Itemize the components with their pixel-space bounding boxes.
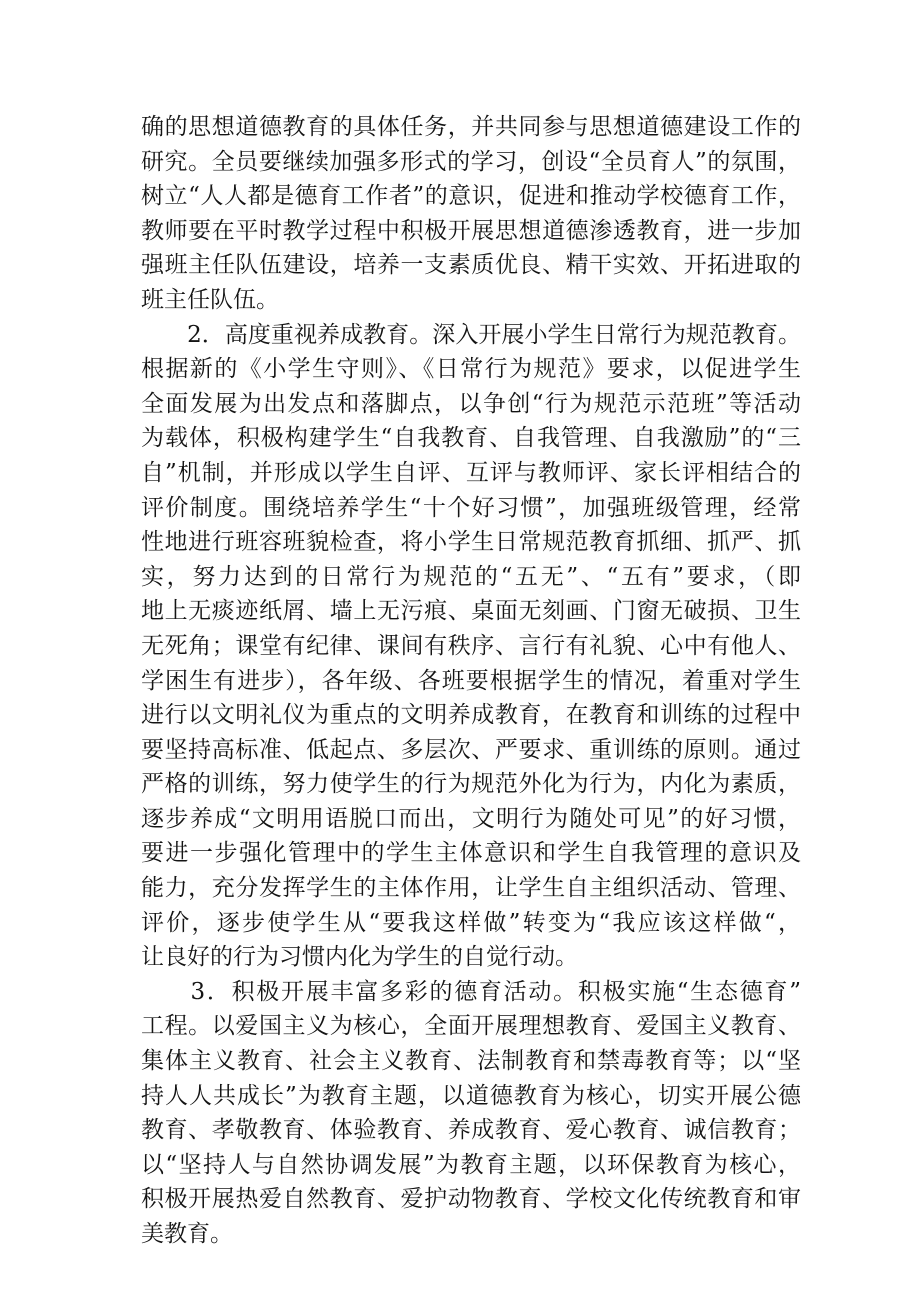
text-line: 要进一步强化管理中的学生主体意识和学生自我管理的意识及 [141,840,801,867]
text-line: 地上无痰迹纸屑、墙上无污痕、桌面无刻画、门窗无破损、卫生 [141,598,801,625]
text-line: 实，努力达到的日常行为规范的“五无”、“五有”要求，（即 [141,563,801,590]
text-line: 持人人共成长”为教育主题，以道德教育为核心，切实开展公德 [141,1082,801,1109]
text-line: 集体主义教育、社会主义教育、法制教育和禁毒教育等；以“坚 [141,1048,801,1075]
text-line: 班主任队伍。 [141,286,279,313]
text-line: 研究。全员要继续加强多形式的学习，创设“全员育人”的氛围， [141,148,801,175]
body-text [141,110,801,1252]
text-line: 3．积极开展丰富多彩的德育活动。积极实施“生态德育” [141,978,801,1005]
text-line: 美教育。 [141,1221,233,1247]
text-line: 逐步养成“文明用语脱口而出，文明行为随处可见”的好习惯， [141,805,801,832]
text-line: 要坚持高标准、低起点、多层次、严要求、重训练的原则。通过 [141,736,801,763]
text-line: 确的思想道德教育的具体任务，并共同参与思想道德建设工作的 [141,114,801,140]
text-line: 以“坚持人与自然协调发展”为教育主题，以环保教育为核心， [141,1151,801,1178]
text-line: 无死角；课堂有纪律、课间有秩序、言行有礼貌、心中有他人、 [141,632,801,659]
text-line: 评价制度。围绕培养学生“十个好习惯”，加强班级管理，经常 [141,494,801,521]
text-line: 性地进行班容班貌检查，将小学生日常规范教育抓细、抓严、抓 [141,529,801,556]
text-line: 积极开展热爱自然教育、爱护动物教育、学校文化传统教育和审 [141,1186,801,1213]
text-line: 树立“人人都是德育工作者”的意识，促进和推动学校德育工作， [141,183,801,210]
text-line: 能力，充分发挥学生的主体作用，让学生自主组织活动、管理、 [141,875,801,902]
text-line: 强班主任队伍建设，培养一支素质优良、精干实效、开拓进取的 [141,252,801,279]
text-line: 教育、孝敬教育、体验教育、养成教育、爱心教育、诚信教育； [141,1117,801,1144]
text-line: 严格的训练，努力使学生的行为规范外化为行为，内化为素质， [141,771,801,798]
text-line: 学困生有进步），各年级、各班要根据学生的情况，着重对学生 [141,667,801,694]
text-line: 工程。以爱国主义为核心，全面开展理想教育、爱国主义教育、 [141,1013,801,1040]
text-line: 为载体，积极构建学生“自我教育、自我管理、自我激励”的“三 [141,425,801,452]
text-line: 评价，逐步使学生从“要我这样做”转变为“我应该这样做“， [141,909,801,936]
text-line: 全面发展为出发点和落脚点，以争创“行为规范示范班”等活动 [141,390,801,417]
text-line: 让良好的行为习惯内化为学生的自觉行动。 [141,944,578,971]
text-line: 自”机制，并形成以学生自评、互评与教师评、家长评相结合的 [141,459,801,486]
text-line: 教师要在平时教学过程中积极开展思想道德渗透教育，进一步加 [141,217,801,244]
text-line: 2．高度重视养成教育。深入开展小学生日常行为规范教育。 [141,321,801,348]
text-line: 根据新的《小学生守则》、《日常行为规范》要求，以促进学生 [141,356,801,383]
text-line: 进行以文明礼仪为重点的文明养成教育，在教育和训练的过程中 [141,702,801,729]
